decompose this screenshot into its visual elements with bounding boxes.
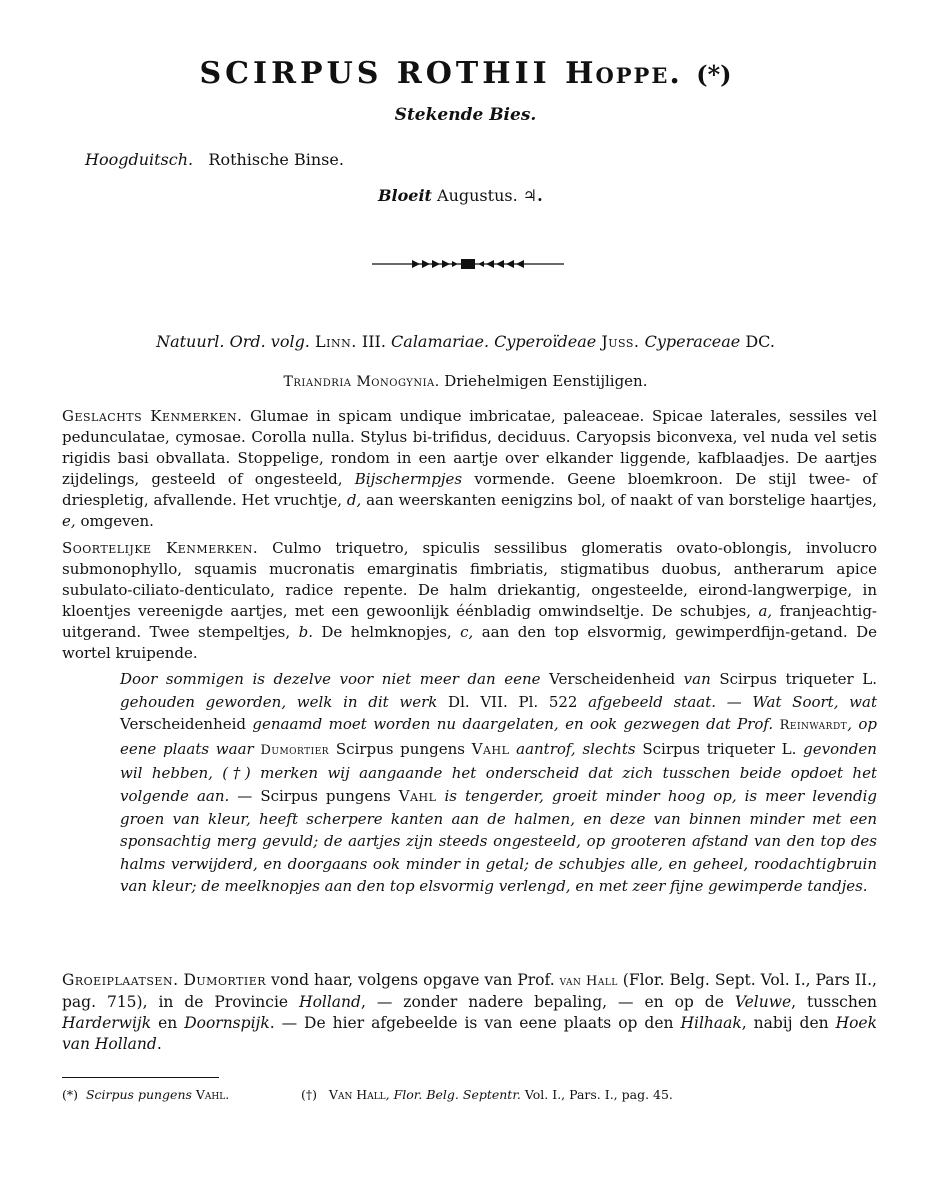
natural-order-label: Natuurl. Ord. volg.: [156, 332, 310, 351]
place-name: Doornspijk: [184, 1014, 270, 1032]
linn-abbrev: Linn.: [314, 332, 357, 351]
habitat-text: Dumortier: [183, 971, 267, 989]
linnaean-class-dutch: Driehelmigen Eenstijligen.: [444, 372, 648, 390]
discussion-text: Vahl: [471, 739, 510, 758]
discussion-text: Vahl: [398, 786, 437, 805]
dc-abbrev: DC.: [745, 332, 775, 351]
german-label: Hoogduitsch.: [85, 150, 194, 169]
discussion-text: afgebeeld staat. — Wat Soort, wat: [588, 692, 877, 711]
habitat-text: en: [158, 1014, 178, 1032]
discussion-text: genaamd moet worden nu daargelaten, en ook gezwegen dat Prof.: [252, 715, 774, 734]
dutch-name: Stekende Bies.: [394, 105, 537, 125]
discussion-text: Verscheidenheid: [549, 670, 676, 688]
discussion-text: aantrof, slechts: [516, 739, 636, 758]
discussion-text: gevonden wil hebben, (†) merken wij aangaande het onderscheid dat zich tusschen beide opdoet het volgende aan. —: [120, 739, 877, 805]
footnote-2: [301, 1087, 673, 1102]
genus-text: vormende. Geene bloemkroon. De stijl twee- of driespletig, afvallende. Het vruchtje,: [62, 470, 877, 509]
cyperoideae: Cyperoïdeae: [494, 332, 597, 351]
species-text: De helmknopjes,: [321, 623, 452, 641]
habitat-text: .: [156, 1035, 162, 1053]
species-text: Culmo triquetro, spiculis sessilibus glomeratis ovato-oblongis, involucro submonophyllo, squamis mucronatis emarginatis fimbriatis, stigmatibus duobus, antherarum apice subulato-ciliato-denticulato, radice repente. De halm driekantig, ongesteelde, eirond-langwerpige, in kloentjes vereenigde aartjes, met een gewoonlijk éénbladig omwindseltje. De schubjes,: [62, 539, 877, 620]
species-characters: [62, 538, 877, 664]
linn-class: III.: [361, 332, 386, 351]
place-name: Holland: [299, 993, 361, 1011]
footnote-rule: [62, 1077, 219, 1078]
natural-order-line: [0, 332, 931, 351]
habitat-text: vond haar, volgens opgave van Prof.: [271, 971, 555, 989]
german-name-line: [85, 150, 344, 169]
discussion-text: Dl. VII. Pl. 522: [448, 692, 578, 711]
footnotes: [62, 1087, 877, 1102]
discussion-text: Door sommigen is dezelve voor niet meer dan eene: [120, 670, 541, 688]
title-species: SCIRPUS ROTHII: [199, 56, 551, 91]
discussion-text: Scirpus triqueter L.: [719, 670, 877, 688]
discussion-text: Scirpus pungens: [260, 786, 391, 805]
place-name: Hilhaak: [680, 1014, 742, 1032]
calamariae: Calamariae.: [391, 332, 490, 351]
footnote-text: Vahl.: [195, 1087, 230, 1102]
flowering-month: Augustus.: [437, 186, 518, 205]
footnote-marker: (*): [62, 1087, 79, 1102]
flowering-label: Bloeit: [378, 186, 432, 205]
place-name: Hoek van Holland: [62, 1014, 877, 1053]
genus-text: aan weerskanten eenigzins bol, of naakt of van borstelige haartjes,: [366, 491, 877, 509]
linnaean-class-line: [0, 372, 931, 390]
habitat-text: , nabij den: [741, 1014, 829, 1032]
discussion-text: Scirpus triqueter L.: [642, 739, 797, 758]
figure-ref: c,: [460, 623, 474, 641]
discussion-text: Reinwardt: [779, 718, 848, 734]
place-name: Veluwe: [734, 993, 792, 1011]
discussion-paragraph: [120, 668, 877, 898]
species-text: aan den top elsvormig, gewimperdfijn-getand. De wortel kruipende.: [62, 623, 877, 662]
genus-heading: Geslachts Kenmerken.: [62, 407, 243, 425]
footnote-text: Scirpus pungens: [85, 1087, 192, 1102]
flowering-line: [378, 186, 543, 205]
discussion-text: Dumortier: [260, 742, 330, 758]
genus-text: omgeven.: [80, 512, 154, 530]
footnote-text: Van Hall: [328, 1087, 386, 1102]
footnote-text: Vol. I., Pars. I., pag. 45.: [524, 1087, 673, 1102]
figure-ref: e,: [62, 512, 76, 530]
discussion-text: van: [683, 670, 711, 688]
page-title: [0, 56, 931, 91]
habitat-text: , tusschen: [791, 993, 877, 1011]
figure-ref: b.: [298, 623, 313, 641]
linnaean-class: Triandria Monogynia.: [283, 374, 440, 390]
genus-text: Glumae in spicam undique imbricatae, paleaceae. Spicae laterales, sessiles vel pedunculatae, cymosae. Corolla nulla. Stylus bi-trifidus, deciduus. Caryopsis biconvexa, vel nuda vel setis rigidis basi obvallata. Stoppelige, rondom in een aartje over elkander liggende, kafblaadjes. De aartjes zijdelings, gesteeld of ongesteeld,: [62, 407, 877, 488]
habitat-heading: Groeiplaatsen.: [62, 971, 179, 989]
discussion-text: is tengerder, groeit minder hoog op, is meer levendig groen van kleur, heeft scherpere kanten aan de halmen, en deze van binnen minder met een sponsachtig merg gevuld; de aartjes zijn steeds ongesteeld, op grooteren afstand van den top des halms verwijderd, en doorgaans ook minder in getal; de schubjes alle, en geheel, roodachtigbruin van kleur; de meelknopjes aan den top elsvormig verlengd, en met zeer fijne gewimperde tandjes.: [120, 786, 877, 896]
figure-ref: d,: [346, 491, 362, 509]
juss-abbrev: Juss.: [601, 332, 640, 351]
discussion-text: Verscheidenheid: [120, 715, 247, 734]
discussion-text: Scirpus pungens: [335, 739, 465, 758]
species-heading: Soortelijke Kenmerken.: [62, 539, 259, 557]
habitat-text: , — zonder nadere bepaling, — en op de: [360, 993, 724, 1011]
ornament-divider: [372, 258, 564, 270]
german-name: Rothische Binse.: [208, 150, 344, 169]
figure-ref: a,: [758, 602, 773, 620]
discussion-text: , op eene plaats waar: [120, 715, 877, 758]
cyperaceae: Cyperaceae: [644, 332, 741, 351]
perennial-symbol: ♃.: [522, 186, 543, 205]
footnote-text: , Flor. Belg. Septentr.: [385, 1087, 521, 1102]
place-name: Harderwijk: [62, 1014, 152, 1032]
habitat-text: (Flor. Belg. Sept. Vol. I., Pars II., pag. 715), in de Provincie: [62, 971, 877, 1011]
genus-term: Bijschermpjes: [354, 470, 463, 488]
habitat-text: . — De hier afgebeelde is van eene plaats op den: [269, 1014, 674, 1032]
genus-characters: [62, 406, 877, 532]
species-text: franjeachtig-uitgerand. Twee stempeltjes,: [62, 602, 877, 641]
discussion-text: gehouden geworden, welk in dit werk: [120, 692, 438, 711]
title-author: Hoppe.: [565, 56, 682, 91]
footnote-marker: (†): [300, 1087, 317, 1102]
title-note-marker: (*): [696, 60, 732, 89]
habitat-paragraph: [62, 970, 877, 1055]
habitat-text: van Hall: [559, 974, 618, 989]
footnote-1: [62, 1087, 297, 1102]
